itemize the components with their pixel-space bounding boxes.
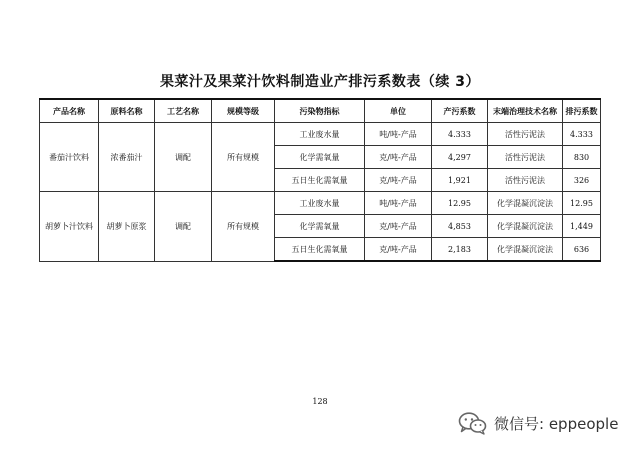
cell-product: 番茄汁饮料 [40, 123, 99, 192]
header-scale: 规模等级 [212, 99, 275, 123]
wechat-watermark [458, 410, 618, 436]
header-indicator: 污染物指标 [275, 99, 365, 123]
cell-unit: 吨/吨-产品 [365, 192, 432, 215]
page-number: 128 [312, 397, 328, 406]
cell-generation-coef: 12.95 [432, 192, 488, 215]
cell-unit: 克/吨-产品 [365, 215, 432, 238]
cell-product: 胡萝卜汁饮料 [40, 192, 99, 262]
cell-scale: 所有规模 [212, 123, 275, 192]
cell-discharge-coef: 12.95 [563, 192, 601, 215]
cell-treatment-tech: 活性污泥法 [488, 146, 563, 169]
pollution-coefficient-table [39, 98, 601, 262]
cell-unit: 克/吨-产品 [365, 238, 432, 262]
header-product: 产品名称 [40, 99, 99, 123]
header-discharge-coef: 排污系数 [563, 99, 601, 123]
cell-treatment-tech: 活性污泥法 [488, 123, 563, 146]
cell-discharge-coef: 1,449 [563, 215, 601, 238]
cell-indicator: 工业废水量 [275, 123, 365, 146]
cell-generation-coef: 4.333 [432, 123, 488, 146]
table-row [40, 192, 601, 215]
cell-generation-coef: 1,921 [432, 169, 488, 192]
cell-indicator: 化学需氧量 [275, 146, 365, 169]
header-unit: 单位 [365, 99, 432, 123]
cell-treatment-tech: 化学混凝沉淀法 [488, 192, 563, 215]
cell-unit: 克/吨-产品 [365, 169, 432, 192]
cell-discharge-coef: 4.333 [563, 123, 601, 146]
cell-indicator: 化学需氧量 [275, 215, 365, 238]
cell-process: 调配 [155, 192, 212, 262]
wechat-icon [458, 411, 488, 435]
header-process: 工艺名称 [155, 99, 212, 123]
header-material: 原料名称 [99, 99, 155, 123]
cell-material: 浓番茄汁 [99, 123, 155, 192]
cell-material: 胡萝卜原浆 [99, 192, 155, 262]
table-title: 果菜汁及果菜汁饮料制造业产排污系数表（续 3） [159, 74, 481, 90]
cell-treatment-tech: 化学混凝沉淀法 [488, 238, 563, 262]
table-row [40, 123, 601, 146]
header-generation-coef: 产污系数 [432, 99, 488, 123]
cell-discharge-coef: 830 [563, 146, 601, 169]
cell-unit: 克/吨-产品 [365, 146, 432, 169]
watermark-text: 微信号: eppeople [494, 414, 619, 433]
header-row [40, 99, 601, 123]
cell-indicator: 五日生化需氧量 [275, 169, 365, 192]
cell-generation-coef: 4,297 [432, 146, 488, 169]
cell-unit: 吨/吨-产品 [365, 123, 432, 146]
cell-discharge-coef: 326 [563, 169, 601, 192]
cell-treatment-tech: 化学混凝沉淀法 [488, 215, 563, 238]
cell-process: 调配 [155, 123, 212, 192]
cell-scale: 所有规模 [212, 192, 275, 262]
cell-indicator: 工业废水量 [275, 192, 365, 215]
header-treatment-tech: 末端治理技术名称 [488, 99, 563, 123]
cell-indicator: 五日生化需氧量 [275, 238, 365, 262]
cell-discharge-coef: 636 [563, 238, 601, 262]
cell-generation-coef: 4,853 [432, 215, 488, 238]
cell-treatment-tech: 活性污泥法 [488, 169, 563, 192]
cell-generation-coef: 2,183 [432, 238, 488, 262]
